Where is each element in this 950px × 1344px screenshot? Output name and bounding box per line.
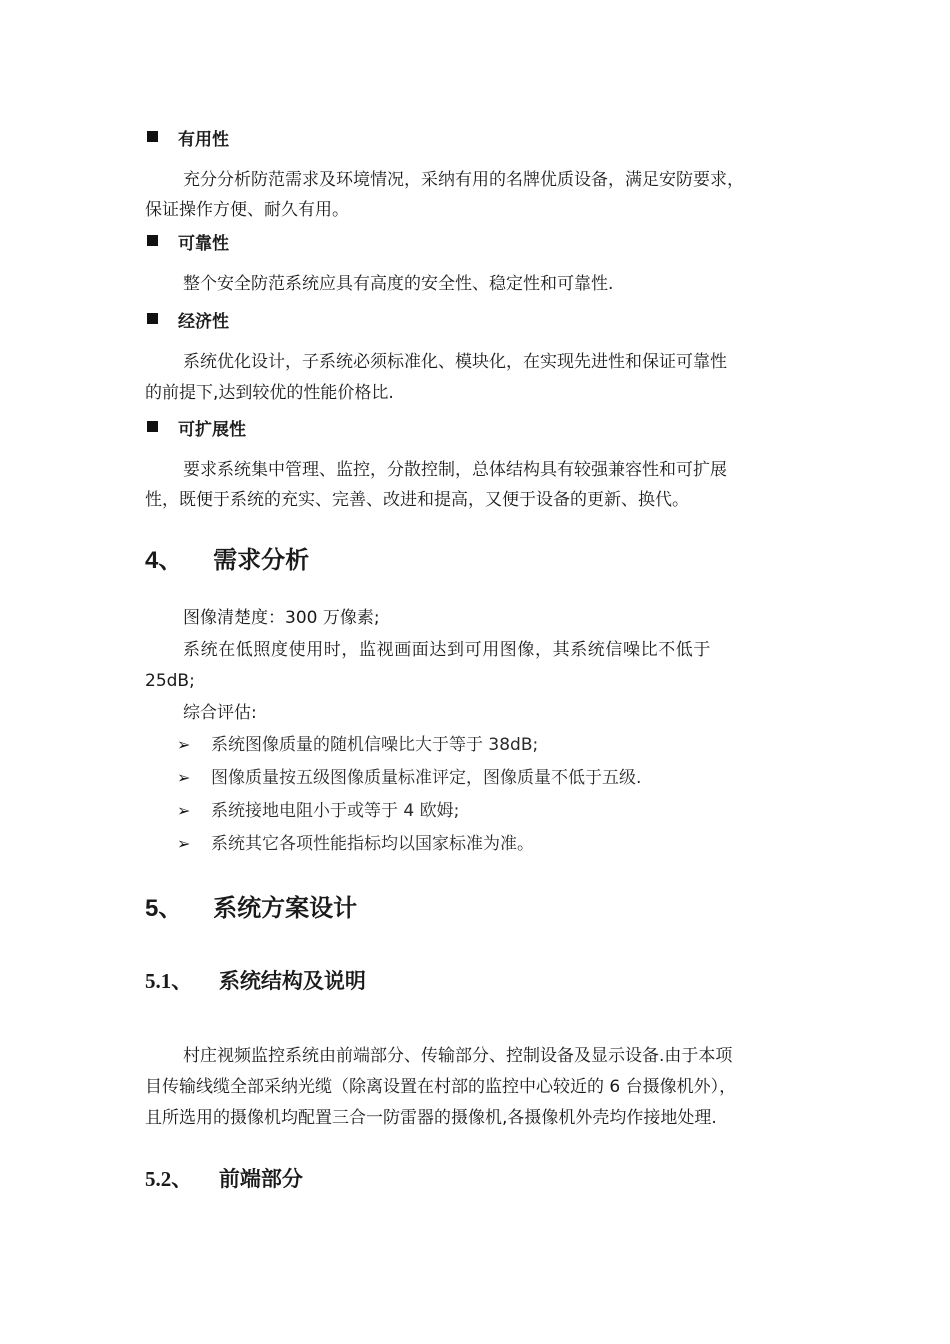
paragraph-line: 系统优化设计，子系统必须标准化、模块化，在实现先进性和保证可靠性 (183, 352, 727, 372)
section-heading-4 (145, 540, 309, 575)
requirement-low-light: 系统在低照度使用时，监视画面达到可用图像，其系统信噪比不低于 (183, 640, 711, 660)
paragraph-line: 性，既便于系统的充实、完善、改进和提高，又便于设备的更新、换代。 (145, 490, 689, 510)
section-heading-5-1 (145, 965, 366, 995)
subheading-usefulness: 有用性 (178, 130, 229, 150)
heading-title: 需求分析 (213, 546, 310, 574)
paragraph-line: 要求系统集中管理、监控，分散控制，总体结构具有较强兼容性和可扩展 (183, 460, 727, 480)
arrow-bullet-icon: ➢ (177, 768, 191, 787)
paragraph-line: 的前提下,达到较优的性能价格比. (145, 383, 394, 403)
paragraph-line: 整个安全防范系统应具有高度的安全性、稳定性和可靠性. (183, 274, 614, 294)
arrow-bullet-icon: ➢ (177, 735, 191, 754)
arrow-bullet-icon: ➢ (177, 834, 191, 853)
requirement-low-light-cont: 25dB; (145, 671, 195, 691)
requirement-resolution: 图像清楚度：300 万像素; (183, 608, 380, 628)
paragraph-line: 保证操作方便、耐久有用。 (145, 200, 349, 220)
list-item: 系统接地电阻小于或等于 4 欧姆; (211, 801, 460, 821)
square-bullet-icon (147, 131, 158, 142)
paragraph-line: 村庄视频监控系统由前端部分、传输部分、控制设备及显示设备.由于本项 (183, 1046, 733, 1066)
heading-title: 前端部分 (218, 1167, 303, 1191)
heading-title: 系统结构及说明 (218, 969, 366, 993)
square-bullet-icon (147, 313, 158, 324)
subheading-reliability: 可靠性 (178, 234, 229, 254)
subheading-extensibility: 可扩展性 (178, 420, 246, 440)
list-item: 系统图像质量的随机信噪比大于等于 38dB; (211, 735, 539, 755)
heading-number: 5.2、 (145, 1167, 193, 1191)
heading-number: 5、 (145, 895, 183, 922)
paragraph-line: 充分分析防范需求及环境情况，采纳有用的名牌优质设备，满足安防要求， (183, 170, 744, 190)
subheading-economy: 经济性 (178, 312, 229, 332)
list-item: 系统其它各项性能指标均以国家标准为准。 (211, 834, 534, 854)
section-heading-5 (145, 888, 357, 923)
paragraph-line: 且所选用的摄像机均配置三合一防雷器的摄像机,各摄像机外壳均作接地处理. (145, 1108, 717, 1128)
square-bullet-icon (147, 421, 158, 432)
paragraph-line: 目传输线缆全部采纳光缆（除离设置在村部的监控中心较近的 6 台摄像机外）， (145, 1077, 737, 1097)
square-bullet-icon (147, 235, 158, 246)
section-heading-5-2 (145, 1163, 303, 1193)
heading-number: 5.1、 (145, 969, 193, 993)
overall-assessment-label: 综合评估: (183, 703, 257, 723)
list-item: 图像质量按五级图像质量标准评定，图像质量不低于五级. (211, 768, 642, 788)
arrow-bullet-icon: ➢ (177, 801, 191, 820)
heading-number: 4、 (145, 547, 183, 574)
heading-title: 系统方案设计 (213, 894, 358, 922)
